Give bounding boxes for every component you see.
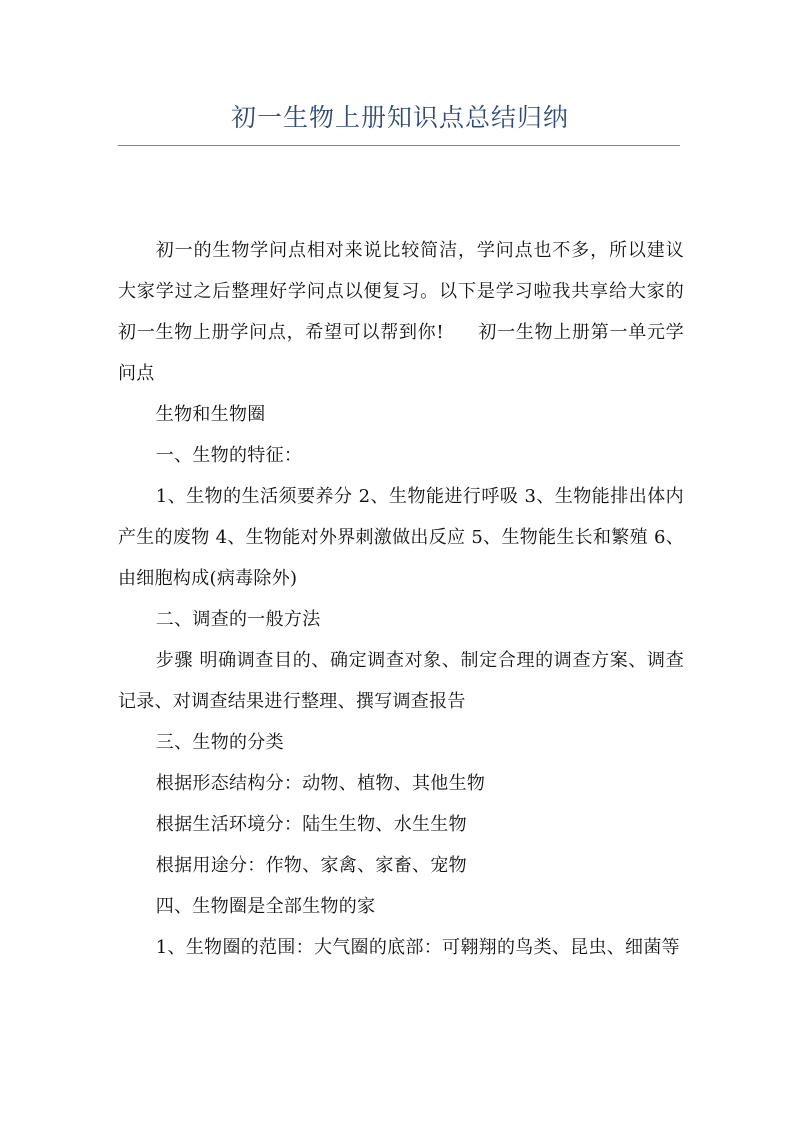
classification-by-structure: 根据形态结构分：动物、植物、其他生物 (155, 773, 486, 794)
section-heading-survey: 二、调查的一般方法 (155, 609, 321, 630)
section-heading-biosphere-home: 四、生物圈是全部生物的家 (155, 896, 376, 917)
classification-by-environment: 根据生活环境分：陆生生物、水生生物 (155, 814, 467, 835)
unit-heading: 初一生物上册第一单元学问点 (118, 322, 684, 384)
intro-paragraph (118, 230, 684, 394)
intro-text: 初一的生物学问点相对来说比较简洁，学问点也不多，所以建议大家学过之后整理好学问点以便复习。以下是学习啦我共享给大家的初一生物上册学问点，希望可以帮到你! (118, 240, 684, 343)
section-heading-classification: 三、生物的分类 (155, 732, 284, 753)
classification-by-use: 根据用途分：作物、家禽、家畜、宠物 (155, 855, 467, 876)
survey-steps-paragraph: 步骤 明确调查目的、确定调查对象、制定合理的调查方案、调查记录、对调查结果进行整理、撰写调查报告 (118, 650, 684, 712)
characteristics-paragraph: 1、生物的生活须要养分 2、生物能进行呼吸 3、生物能排出体内产生的废物 4、生物能对外界刺激做出反应 5、生物能生长和繁殖 6、由细胞构成(病毒除外) (118, 486, 684, 589)
section-heading-characteristics: 一、生物的特征： (155, 445, 303, 466)
section-heading-biosphere: 生物和生物圈 (155, 404, 266, 425)
title-divider (118, 145, 680, 146)
document-title: 初一生物上册知识点总结归纳 (230, 103, 569, 132)
biosphere-range-paragraph: 1、生物圈的范围：大气圈的底部：可翱翔的鸟类、昆虫、细菌等 (155, 937, 680, 958)
document-body (118, 230, 684, 968)
